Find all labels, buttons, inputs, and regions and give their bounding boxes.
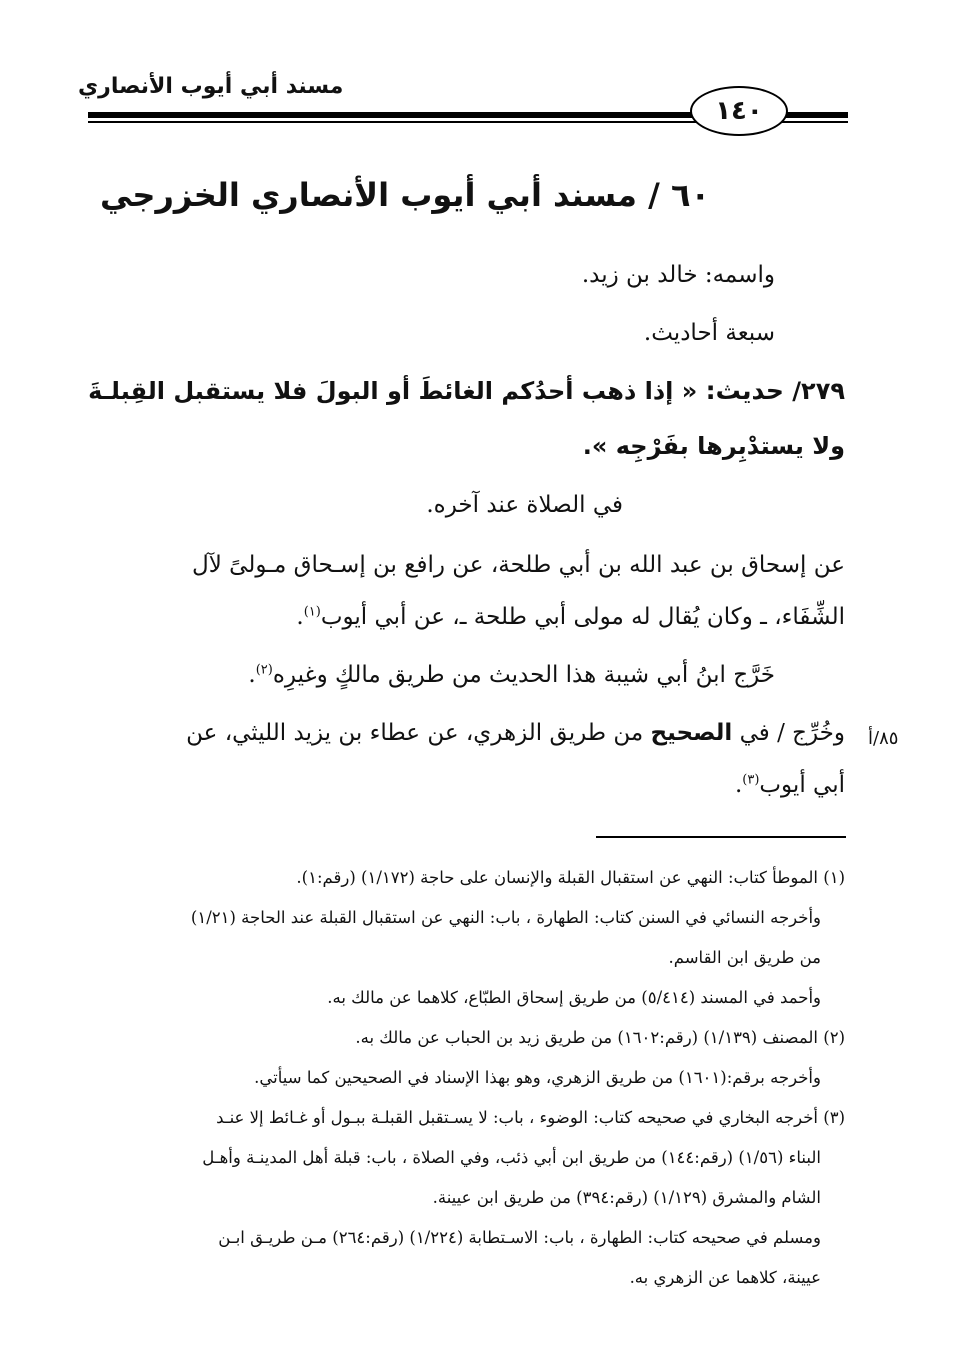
count-line: سبعة أحاديث. (643, 320, 775, 346)
running-title: مسند أبي أيوب الأنصاري (78, 74, 344, 99)
footnote-separator (596, 836, 846, 838)
name-line: واسمه: خالد بن زيد. (581, 262, 775, 288)
page-number: ١٤٠ (690, 86, 788, 136)
last-text: أبي أيوب (759, 772, 845, 798)
footnote-line: وأخرجه النسائي في السنن كتاب: الطهارة ، باب: النهي عن استقبال القبلة عند الحاجة (١/٢١) (190, 908, 821, 927)
sahih-pre: وخُرِّج / في (739, 720, 845, 746)
footnote-line: وأخرجه برقم:(١٦٠١) من طريق الزهري، وهو بهذا الإسناد في الصحيحين كما سيأتي. (254, 1068, 821, 1087)
footnote-line: (٢) المصنف (١/١٣٩) (رقم:١٦٠٢) من طريق زيد بن الحباب عن مالك به. (355, 1028, 845, 1047)
chain-line-2 (296, 604, 845, 630)
hadith-number: ٢٧٩/ (792, 377, 845, 405)
hadith-line-2: ولا يستدْبِرها بفَرْجِه ». (582, 432, 845, 460)
hadith-line-1 (88, 376, 845, 405)
chapter-title: ٦٠ / مسند أبي أيوب الأنصاري الخزرجي (100, 176, 710, 214)
sahih-line (186, 720, 845, 746)
sahih-bold: الصحيح (650, 720, 733, 746)
chain-line-1: عن إسحاق بن عبد الله بن أبي طلحة، عن رافع بن إسـحاق مـولىً لآل (192, 552, 845, 578)
footnote-line: من طريق ابن القاسم. (668, 948, 821, 967)
footnote-line: عيينة، كلاهما عن الزهري به. (629, 1268, 821, 1287)
takhrij-text: خَرَّج ابنُ أبي شيبة هذا الحديث من طريق مالكٍ وغيرِه (272, 662, 775, 688)
takhrij-end: . (248, 662, 256, 688)
hadith-text-1: « إذا ذهب أحدُكم الغائطَ أو البولَ فلا يستقبل القِبلـةَ (88, 377, 698, 405)
context-line: في الصلاة عند آخره. (426, 492, 623, 518)
hadith-label: حديث: (705, 376, 784, 405)
margin-note: ٨٥/أ (868, 728, 899, 749)
footnote-ref-3: (٣) (742, 772, 760, 788)
footnote-line: (١) الموطأ كتاب: النهي عن استقبال القبلة والإنسان على حاجة (١/١٧٢) (رقم:١). (296, 868, 845, 887)
footnote-line: (٣) أخرجه البخاري في صحيحه كتاب: الوضوء ، باب: لا يسـتقبل القبلـة ببـول أو غـائط إلا عنـد (216, 1108, 845, 1127)
footnote-ref-1: (١) (303, 604, 321, 620)
chain-line-2-text: الشِّفَاء، ـ وكان يُقال له مولى أبي طلحة ـ، عن أبي أيوب (320, 604, 845, 630)
footnote-line: ومسلم في صحيحه كتاب: الطهارة ، باب: الاسـتطابة (١/٢٢٤) (رقم:٢٦٤) مـن طريـق ابـن (218, 1228, 821, 1247)
footnote-ref-2: (٢) (255, 662, 273, 678)
footnote-line: وأحمد في المسند (٥/٤١٤) من طريق إسحاق الطبّاع، كلاهما عن مالك به. (327, 988, 821, 1007)
sahih-post: من طريق الزهري، عن عطاء بن يزيد الليثي، عن (186, 720, 644, 746)
last-line (735, 772, 845, 798)
takhrij-line (248, 662, 775, 688)
chain-line-2-end: . (296, 604, 304, 630)
last-end: . (734, 772, 743, 798)
footnote-line: الشام والمشرق (١/١٢٩) (رقم:٣٩٤) من طريق ابن عيينة. (432, 1188, 821, 1207)
footnote-line: البناء (١/٥٦) (رقم:١٤٤) من طريق ابن أبي ذئب، وفي الصلاة ، باب: قبلة أهل المدينـة وأهـل (202, 1148, 821, 1167)
